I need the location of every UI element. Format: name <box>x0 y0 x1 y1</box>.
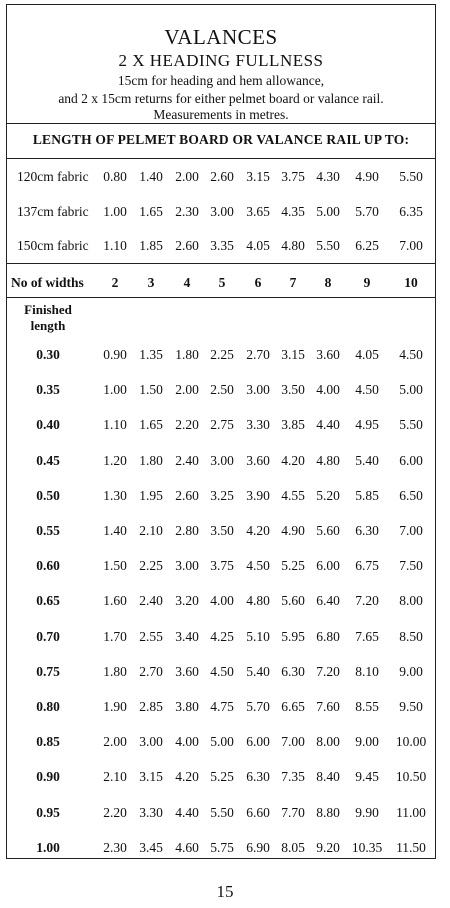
width-count-cell: 2 <box>111 275 119 290</box>
table-cell: 4.00 <box>210 593 234 609</box>
table-cell: 1.35 <box>139 347 163 362</box>
table-cell: 8.50 <box>399 628 423 644</box>
table-cell: 2.75 <box>210 417 234 433</box>
table-cell: 3.75 <box>210 558 234 574</box>
table-cell: 6.30 <box>246 769 270 785</box>
table-cell: 2.00 <box>175 382 199 398</box>
table-cell: 6.75 <box>355 558 379 574</box>
table-cell: 3.65 <box>246 203 270 219</box>
note-line-1: 15cm for heading and hem allowance, <box>117 73 325 88</box>
widths-row <box>7 275 435 293</box>
page-number: 15 <box>216 882 234 901</box>
table-cell: 7.00 <box>399 238 423 253</box>
table-cell: 4.55 <box>281 487 305 503</box>
table-cell: 5.10 <box>246 628 270 644</box>
table-cell: 6.35 <box>399 203 423 219</box>
finished-length-label-line: length <box>30 318 66 333</box>
finished-length-row <box>7 699 435 717</box>
table-cell: 5.75 <box>210 839 234 855</box>
row-label: 150cm fabric <box>17 238 89 253</box>
table-cell: 5.70 <box>246 699 270 714</box>
table-cell: 2.25 <box>139 558 163 574</box>
finished-length-row <box>7 347 435 365</box>
table-cell: 4.30 <box>316 169 340 184</box>
table-cell: 8.00 <box>399 593 423 609</box>
table-cell: 4.00 <box>175 734 199 750</box>
table-cell: 2.20 <box>103 804 127 820</box>
table-cell: 4.75 <box>210 699 234 714</box>
table-cell: 2.00 <box>175 169 199 184</box>
table-cell: 3.00 <box>246 382 270 398</box>
table-cell: 5.60 <box>281 593 305 609</box>
table-cell: 1.10 <box>103 417 127 433</box>
table-cell: 4.05 <box>246 238 270 253</box>
finished-length-row <box>7 382 435 400</box>
page-title: VALANCES <box>164 25 278 49</box>
table-cell: 1.30 <box>103 487 127 503</box>
row-label: 0.90 <box>36 769 60 785</box>
table-cell: 7.65 <box>355 628 379 644</box>
table-cell: 3.20 <box>175 593 199 609</box>
table-cell: 2.70 <box>246 347 270 362</box>
table-cell: 1.60 <box>103 593 127 609</box>
table-cell: 3.30 <box>139 804 163 820</box>
row-label: 1.00 <box>36 839 60 855</box>
table-cell: 5.00 <box>316 203 340 219</box>
table-cell: 9.45 <box>355 769 379 785</box>
table-cell: 3.25 <box>210 487 234 503</box>
table-cell: 4.20 <box>246 523 270 538</box>
table-cell: 1.80 <box>175 347 199 362</box>
table-cell: 2.60 <box>175 238 199 253</box>
table-cell: 5.70 <box>355 203 379 219</box>
table-cell: 4.95 <box>355 417 379 433</box>
table-cell: 1.20 <box>103 452 127 468</box>
table-cell: 7.35 <box>281 769 305 785</box>
table-cell: 3.30 <box>246 417 270 433</box>
table-cell: 3.00 <box>210 452 234 468</box>
table-cell: 5.40 <box>246 663 270 679</box>
width-count-cell: 5 <box>218 275 226 290</box>
table-cell: 2.30 <box>103 839 127 855</box>
row-label: 137cm fabric <box>17 203 89 219</box>
row-label: 0.80 <box>36 699 60 714</box>
width-count-cell: 8 <box>324 275 332 290</box>
finished-length-row <box>7 453 435 471</box>
table-cell: 6.00 <box>246 734 270 750</box>
table-cell: 6.50 <box>399 487 423 503</box>
table-cell: 2.10 <box>103 769 127 785</box>
table-cell: 4.50 <box>355 382 379 398</box>
table-cell: 4.90 <box>281 523 305 538</box>
table-cell: 1.00 <box>103 203 127 219</box>
table-cell: 6.80 <box>316 628 340 644</box>
page-subtitle: 2 X HEADING FULLNESS <box>118 51 324 70</box>
fabric-row <box>7 169 435 187</box>
table-cell: 3.90 <box>246 487 270 503</box>
row-label: 0.85 <box>36 734 60 750</box>
table-cell: 4.90 <box>355 169 379 184</box>
table-cell: 8.10 <box>355 663 379 679</box>
table-cell: 4.40 <box>316 417 340 433</box>
fabric-row <box>7 204 435 222</box>
table-cell: 6.60 <box>246 804 270 820</box>
table-cell: 7.70 <box>281 804 305 820</box>
row-label: 0.70 <box>36 628 60 644</box>
table-cell: 2.60 <box>175 487 199 503</box>
table-cell: 2.40 <box>139 593 163 609</box>
table-cell: 2.30 <box>175 203 199 219</box>
table-cell: 9.20 <box>316 839 340 855</box>
table-cell: 3.75 <box>281 169 305 184</box>
finished-length-row <box>7 488 435 506</box>
row-label: 0.65 <box>36 593 60 609</box>
table-cell: 7.50 <box>399 558 423 574</box>
finished-length-row <box>7 593 435 611</box>
table-cell: 5.50 <box>399 169 423 184</box>
table-cell: 4.50 <box>246 558 270 574</box>
table-cell: 4.20 <box>281 452 305 468</box>
table-cell: 4.50 <box>399 347 423 362</box>
table-cell: 3.00 <box>210 203 234 219</box>
table-cell: 5.85 <box>355 487 379 503</box>
table-cell: 1.65 <box>139 417 163 433</box>
table-cell: 1.00 <box>103 382 127 398</box>
table-cell: 0.80 <box>103 169 127 184</box>
table-cell: 3.00 <box>175 558 199 574</box>
table-cell: 5.20 <box>316 487 340 503</box>
table-cell: 5.00 <box>399 382 423 398</box>
table-cell: 8.00 <box>316 734 340 750</box>
table-cell: 3.15 <box>246 169 270 184</box>
table-cell: 6.30 <box>281 663 305 679</box>
table-cell: 3.60 <box>316 347 340 362</box>
width-count-cell: 9 <box>363 275 371 290</box>
finished-length-row <box>7 523 435 541</box>
table-cell: 3.15 <box>139 769 163 785</box>
table-cell: 3.85 <box>281 417 305 433</box>
table-cell: 3.60 <box>246 452 270 468</box>
row-label: 0.60 <box>36 558 60 574</box>
table-cell: 5.95 <box>281 628 305 644</box>
table-cell: 1.90 <box>103 699 127 714</box>
table-cell: 6.00 <box>316 558 340 574</box>
table-cell: 5.50 <box>399 417 423 433</box>
table-cell: 2.60 <box>210 169 234 184</box>
row-label: 0.55 <box>36 523 60 538</box>
table-cell: 6.40 <box>316 593 340 609</box>
table-cell: 2.55 <box>139 628 163 644</box>
table-cell: 5.40 <box>355 452 379 468</box>
table-cell: 8.80 <box>316 804 340 820</box>
table-cell: 2.20 <box>175 417 199 433</box>
table-cell: 4.60 <box>175 839 199 855</box>
table-cell: 5.25 <box>210 769 234 785</box>
table-cell: 9.00 <box>355 734 379 750</box>
table-cell: 4.35 <box>281 203 305 219</box>
table-cell: 2.85 <box>139 699 163 714</box>
table-cell: 2.40 <box>175 452 199 468</box>
table-cell: 3.50 <box>281 382 305 398</box>
finished-length-row <box>7 734 435 752</box>
table-cell: 3.80 <box>175 699 199 714</box>
finished-length-row <box>7 417 435 435</box>
table-cell: 4.05 <box>355 347 379 362</box>
width-count-cell: 6 <box>254 275 262 290</box>
table-cell: 4.25 <box>210 628 234 644</box>
table-cell: 1.40 <box>103 523 127 538</box>
table-cell: 3.35 <box>210 238 234 253</box>
table-cell: 4.80 <box>281 238 305 253</box>
table-cell: 3.00 <box>139 734 163 750</box>
table-cell: 1.50 <box>139 382 163 398</box>
table-cell: 1.85 <box>139 238 163 253</box>
table-cell: 8.05 <box>281 839 305 855</box>
row-label: 0.45 <box>36 452 60 468</box>
table-cell: 6.30 <box>355 523 379 538</box>
note-line-3: Measurements in metres. <box>153 107 289 122</box>
table-cell: 5.00 <box>210 734 234 750</box>
table-cell: 1.95 <box>139 487 163 503</box>
table-cell: 7.60 <box>316 699 340 714</box>
table-cell: 3.60 <box>175 663 199 679</box>
table-cell: 10.00 <box>395 734 427 750</box>
table-cell: 7.00 <box>399 523 423 538</box>
row-label: 0.40 <box>36 417 60 433</box>
table-cell: 4.00 <box>316 382 340 398</box>
row-label: 0.75 <box>36 663 60 679</box>
table-cell: 11.00 <box>396 804 426 820</box>
table-cell: 0.90 <box>103 347 127 362</box>
table-cell: 3.40 <box>175 628 199 644</box>
table-cell: 9.00 <box>399 663 423 679</box>
row-label: 0.95 <box>36 804 60 820</box>
table-cell: 6.90 <box>246 839 270 855</box>
row-label: 0.35 <box>36 382 60 398</box>
row-label: 0.50 <box>36 487 60 503</box>
table-cell: 4.50 <box>210 663 234 679</box>
table-cell: 6.25 <box>355 238 379 253</box>
table-cell: 2.25 <box>210 347 234 362</box>
width-count-cell: 7 <box>289 275 297 290</box>
table-cell: 11.50 <box>396 839 426 855</box>
divider <box>7 158 435 159</box>
finished-length-label-line: Finished <box>24 302 72 317</box>
table-cell: 10.35 <box>351 839 383 855</box>
finished-length-label <box>7 302 89 334</box>
section-header: LENGTH OF PELMET BOARD OR VALANCE RAIL UP TO: <box>32 132 410 147</box>
row-label: 0.30 <box>36 347 60 362</box>
finished-length-row <box>7 664 435 682</box>
table-cell: 8.40 <box>316 769 340 785</box>
table-cell: 5.25 <box>281 558 305 574</box>
row-label: 120cm fabric <box>17 169 89 184</box>
width-count-cell: 4 <box>183 275 191 290</box>
table-cell: 5.50 <box>210 804 234 820</box>
finished-length-row <box>7 769 435 787</box>
widths-label: No of widths <box>11 275 84 290</box>
valance-table-frame <box>6 4 436 859</box>
width-count-cell: 10 <box>404 275 418 290</box>
divider <box>7 297 435 298</box>
width-count-cell: 3 <box>147 275 155 290</box>
table-cell: 1.65 <box>139 203 163 219</box>
note-line-2: and 2 x 15cm returns for either pelmet board or valance rail. <box>58 91 384 106</box>
table-cell: 3.15 <box>281 347 305 362</box>
table-cell: 9.90 <box>355 804 379 820</box>
table-cell: 4.20 <box>175 769 199 785</box>
table-cell: 1.40 <box>139 169 163 184</box>
table-cell: 2.80 <box>175 523 199 538</box>
divider <box>7 123 435 124</box>
finished-length-row <box>7 840 435 858</box>
table-cell: 2.70 <box>139 663 163 679</box>
table-cell: 6.65 <box>281 699 305 714</box>
table-cell: 7.00 <box>281 734 305 750</box>
divider <box>7 263 435 264</box>
table-cell: 3.50 <box>210 523 234 538</box>
table-cell: 10.50 <box>395 769 427 785</box>
table-cell: 4.80 <box>246 593 270 609</box>
table-cell: 1.10 <box>103 238 127 253</box>
finished-length-row <box>7 558 435 576</box>
table-cell: 5.60 <box>316 523 340 538</box>
table-cell: 5.50 <box>316 238 340 253</box>
table-cell: 7.20 <box>355 593 379 609</box>
table-cell: 1.80 <box>139 452 163 468</box>
table-cell: 1.70 <box>103 628 127 644</box>
table-cell: 3.45 <box>139 839 163 855</box>
fabric-row <box>7 238 435 256</box>
table-cell: 2.00 <box>103 734 127 750</box>
finished-length-row <box>7 629 435 647</box>
table-cell: 2.10 <box>139 523 163 538</box>
table-cell: 4.40 <box>175 804 199 820</box>
table-cell: 9.50 <box>399 699 423 714</box>
table-cell: 8.55 <box>355 699 379 714</box>
table-cell: 1.80 <box>103 663 127 679</box>
finished-length-row <box>7 805 435 823</box>
table-cell: 7.20 <box>316 663 340 679</box>
table-cell: 1.50 <box>103 558 127 574</box>
table-cell: 4.80 <box>316 452 340 468</box>
table-cell: 6.00 <box>399 452 423 468</box>
table-cell: 2.50 <box>210 382 234 398</box>
